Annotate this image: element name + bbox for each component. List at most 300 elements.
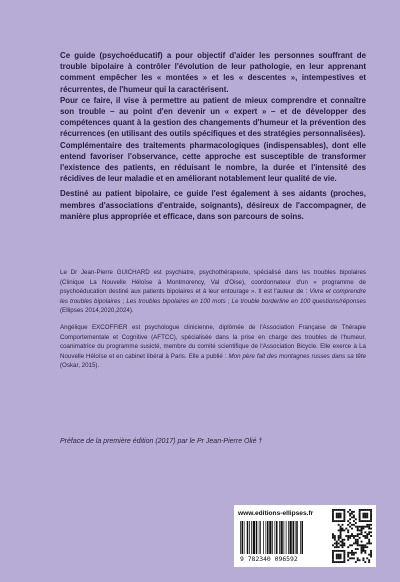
qr-module — [338, 535, 340, 537]
qr-module — [343, 550, 345, 552]
blurb-paragraph: Complémentaire des traitements pharmacologiques (indispensables), dont elle entend favoriser l'observance, cette approche est susceptible de transformer l'existence des patients, en réduisant le nombre, la durée et l'intensité des récidives de leur maladie et en améliorant notablement leur qualité de vie. — [60, 140, 366, 184]
qr-module — [359, 559, 361, 561]
qr-module — [349, 537, 351, 539]
qr-module — [359, 518, 361, 520]
qr-module — [362, 509, 364, 511]
qr-module — [357, 526, 359, 528]
qr-module — [347, 524, 349, 526]
qr-module — [332, 515, 334, 517]
qr-module — [347, 546, 349, 548]
qr-module — [334, 537, 336, 539]
qr-module — [343, 513, 345, 515]
qr-module — [343, 520, 345, 522]
author-bio-guichard — [60, 268, 366, 316]
qr-module — [361, 531, 363, 533]
qr-module — [351, 524, 353, 526]
qr-module — [362, 544, 364, 546]
barcode-panel — [234, 505, 376, 567]
qr-module — [351, 557, 353, 559]
barcode-bar — [260, 521, 261, 554]
qr-module — [343, 509, 345, 511]
qr-module — [368, 541, 370, 543]
qr-module — [347, 520, 349, 522]
qr-module — [340, 531, 342, 533]
qr-module — [368, 543, 370, 545]
qr-module — [353, 554, 355, 556]
author-bio-text: Angélique EXCOFFIER est psychologue clinicienne, diplômée de l'Association Française de Thérapie Comportementale et Cognitive (AFTCC), spécialisée dans la prise en charge des troubles de l'humeur, coanimatrice du programme susicté, membre du comité scientifique de l'Association Bicycle. Elle exerce à La Nouvelle Héloïse et en cabinet libéral à Paris. Elle a publié : — [60, 323, 366, 360]
qr-module — [357, 544, 359, 546]
qr-module — [336, 516, 338, 518]
qr-module — [362, 559, 364, 561]
author-bios — [60, 268, 366, 371]
blurb-paragraph: Destiné au patient bipolaire, ce guide l'est également à ses aidants (proches, membres d'associations d'entraide, soignants), désireux de l'accompagner, de manière plus appropriée et efficace, dans son parcours de soins. — [60, 189, 366, 221]
qr-module — [342, 541, 344, 543]
qr-module — [332, 511, 334, 513]
qr-module — [368, 524, 370, 526]
qr-module — [368, 561, 370, 563]
barcode-bar — [300, 521, 301, 554]
barcode-bar — [276, 521, 278, 554]
qr-module — [357, 535, 359, 537]
qr-module — [353, 535, 355, 537]
qr-module — [353, 552, 355, 554]
qr-module — [353, 516, 355, 518]
qr-module — [343, 556, 345, 558]
barcode-bar — [279, 521, 280, 554]
qr-module — [342, 561, 344, 563]
qr-module — [336, 515, 338, 517]
qr-module — [353, 515, 355, 517]
qr-module — [366, 513, 368, 515]
qr-module — [368, 539, 370, 541]
qr-module — [357, 529, 359, 531]
qr-module — [351, 552, 353, 554]
qr-module — [340, 516, 342, 518]
qr-module — [370, 552, 372, 554]
qr-module — [359, 520, 361, 522]
barcode-bar — [269, 521, 271, 554]
qr-module — [368, 509, 370, 511]
barcode-bar — [242, 521, 244, 554]
barcode-bar — [275, 521, 276, 554]
barcode-bar — [267, 521, 269, 554]
qr-module — [343, 543, 345, 545]
qr-module — [345, 528, 347, 530]
qr-module — [336, 557, 338, 559]
qr-module — [351, 511, 353, 513]
barcode-bar — [253, 521, 255, 554]
barcode-bar — [240, 521, 241, 554]
qr-module — [332, 535, 334, 537]
qr-module — [343, 552, 345, 554]
qr-module — [351, 513, 353, 515]
qr-module — [349, 557, 351, 559]
barcode-bar — [249, 521, 250, 554]
qr-module — [366, 526, 368, 528]
qr-module — [345, 535, 347, 537]
qr-module — [338, 543, 340, 545]
qr-module — [364, 535, 366, 537]
qr-module — [361, 544, 363, 546]
qr-module — [347, 559, 349, 561]
qr-module — [357, 539, 359, 541]
qr-module — [368, 533, 370, 535]
qr-module — [353, 520, 355, 522]
qr-module — [334, 509, 336, 511]
author-bio-excoffier — [60, 323, 366, 371]
qr-module — [355, 522, 357, 524]
qr-module — [357, 528, 359, 530]
barcode-bar — [293, 521, 295, 554]
qr-module — [361, 509, 363, 511]
qr-module — [351, 528, 353, 530]
qr-module — [366, 515, 368, 517]
qr-module — [347, 511, 349, 513]
qr-module — [340, 533, 342, 535]
qr-module — [340, 509, 342, 511]
isbn-barcode — [240, 521, 324, 554]
qr-module — [370, 516, 372, 518]
qr-module — [343, 557, 345, 559]
qr-module — [362, 515, 364, 517]
barcode-bar — [286, 521, 287, 554]
qr-module — [370, 535, 372, 537]
barcode-bar — [263, 521, 264, 554]
qr-module — [366, 537, 368, 539]
qr-module — [336, 546, 338, 548]
qr-module — [364, 516, 366, 518]
qr-module — [343, 515, 345, 517]
qr-module — [340, 529, 342, 531]
qr-module — [340, 515, 342, 517]
qr-module — [362, 513, 364, 515]
qr-module — [359, 511, 361, 513]
qr-module — [334, 535, 336, 537]
qr-module — [343, 544, 345, 546]
qr-module — [355, 543, 357, 545]
qr-module — [359, 537, 361, 539]
barcode-bar — [256, 521, 258, 554]
qr-module — [338, 537, 340, 539]
qr-module — [370, 550, 372, 552]
qr-module — [332, 516, 334, 518]
qr-module — [340, 554, 342, 556]
barcode-bar — [295, 521, 296, 554]
qr-module — [361, 541, 363, 543]
preface-credit: Préface de la première édition (2017) par le Pr Jean-Pierre Olié † — [60, 438, 263, 445]
qr-module — [364, 546, 366, 548]
barcode-bar — [266, 521, 267, 554]
qr-module — [368, 554, 370, 556]
qr-module — [349, 513, 351, 515]
qr-module — [338, 520, 340, 522]
qr-module — [336, 541, 338, 543]
qr-module — [362, 535, 364, 537]
qr-module — [370, 556, 372, 558]
qr-module — [349, 552, 351, 554]
qr-module — [351, 554, 353, 556]
barcode-bar — [247, 521, 249, 554]
barcode-bar — [290, 521, 292, 554]
qr-module — [338, 546, 340, 548]
qr-module — [342, 550, 344, 552]
qr-module — [343, 559, 345, 561]
qr-module — [342, 509, 344, 511]
qr-module — [332, 533, 334, 535]
qr-module — [351, 516, 353, 518]
qr-module — [340, 556, 342, 558]
qr-module — [364, 552, 366, 554]
qr-module — [366, 533, 368, 535]
qr-module — [361, 550, 363, 552]
qr-module — [334, 543, 336, 545]
qr-module — [349, 509, 351, 511]
barcode-bar — [251, 521, 252, 554]
qr-module — [361, 520, 363, 522]
qr-module — [359, 529, 361, 531]
qr-module — [353, 537, 355, 539]
qr-module — [332, 518, 334, 520]
qr-module — [370, 520, 372, 522]
qr-module — [340, 535, 342, 537]
qr-module — [359, 544, 361, 546]
qr-module — [334, 561, 336, 563]
qr-module — [361, 528, 363, 530]
qr-module — [349, 544, 351, 546]
qr-module — [368, 520, 370, 522]
qr-module — [340, 520, 342, 522]
qr-module — [338, 550, 340, 552]
qr-module — [340, 561, 342, 563]
qr-module — [347, 556, 349, 558]
qr-module — [366, 557, 368, 559]
qr-module — [357, 541, 359, 543]
qr-module — [368, 559, 370, 561]
qr-module — [368, 526, 370, 528]
qr-module — [338, 515, 340, 517]
qr-module — [370, 554, 372, 556]
barcode-bar — [302, 521, 304, 554]
qr-module — [336, 513, 338, 515]
qr-module — [332, 537, 334, 539]
qr-module — [364, 544, 366, 546]
qr-module — [338, 556, 340, 558]
qr-code — [332, 509, 372, 563]
qr-module — [361, 552, 363, 554]
barcode-bar — [281, 521, 283, 554]
qr-module — [362, 548, 364, 550]
qr-module — [370, 509, 372, 511]
qr-module — [362, 516, 364, 518]
qr-module — [370, 513, 372, 515]
qr-module — [332, 550, 334, 552]
qr-module — [349, 522, 351, 524]
qr-module — [336, 556, 338, 558]
qr-module — [355, 518, 357, 520]
qr-module — [347, 552, 349, 554]
qr-module — [338, 539, 340, 541]
qr-module — [334, 546, 336, 548]
qr-module — [334, 520, 336, 522]
qr-module — [364, 515, 366, 517]
qr-module — [370, 518, 372, 520]
barcode-bar — [284, 521, 285, 554]
qr-module — [338, 524, 340, 526]
qr-module — [368, 528, 370, 530]
qr-module — [364, 537, 366, 539]
qr-module — [340, 526, 342, 528]
qr-module — [368, 531, 370, 533]
barcode-bar — [259, 521, 260, 554]
isbn-number: 9 782340 096592 — [240, 555, 298, 563]
qr-module — [340, 528, 342, 530]
qr-module — [349, 526, 351, 528]
qr-module — [338, 529, 340, 531]
qr-module — [340, 537, 342, 539]
qr-module — [342, 544, 344, 546]
qr-module — [357, 557, 359, 559]
qr-module — [361, 546, 363, 548]
author-bio-books: Mon père fait des montagnes russes dans sa tête — [228, 352, 367, 360]
author-bio-publisher: (Oskar, 2015). — [60, 362, 100, 370]
qr-module — [332, 513, 334, 515]
qr-module — [357, 559, 359, 561]
qr-module — [342, 539, 344, 541]
qr-module — [351, 535, 353, 537]
qr-module — [349, 518, 351, 520]
qr-module — [342, 528, 344, 530]
qr-module — [355, 541, 357, 543]
qr-module — [370, 531, 372, 533]
qr-module — [332, 544, 334, 546]
qr-module — [364, 509, 366, 511]
qr-module — [357, 548, 359, 550]
qr-module — [340, 550, 342, 552]
qr-module — [370, 524, 372, 526]
barcode-bar — [244, 521, 245, 554]
qr-module — [340, 544, 342, 546]
qr-module — [361, 526, 363, 528]
qr-module — [343, 516, 345, 518]
qr-module — [366, 516, 368, 518]
qr-module — [332, 509, 334, 511]
qr-module — [361, 548, 363, 550]
qr-module — [366, 509, 368, 511]
barcode-bar — [296, 521, 298, 554]
qr-module — [340, 557, 342, 559]
blurb-paragraph: Pour ce faire, il vise à permettre au patient de mieux comprendre et connaître son trouble – au point d'en devenir un « expert » – et de développer des compétences quant à la gestion des changements d'humeur et la prévention des récurrences (en utilisant des outils spécifiques et des stratégies personnalisées). — [60, 95, 366, 139]
qr-module — [359, 513, 361, 515]
qr-module — [343, 511, 345, 513]
qr-module — [362, 526, 364, 528]
qr-module — [332, 556, 334, 558]
qr-module — [342, 524, 344, 526]
qr-module — [347, 554, 349, 556]
qr-module — [351, 550, 353, 552]
qr-module — [338, 516, 340, 518]
qr-module — [364, 531, 366, 533]
qr-module — [336, 509, 338, 511]
qr-module — [332, 557, 334, 559]
qr-module — [351, 544, 353, 546]
qr-module — [366, 520, 368, 522]
qr-module — [355, 561, 357, 563]
qr-module — [332, 561, 334, 563]
qr-module — [361, 529, 363, 531]
barcode-bar — [272, 521, 273, 554]
qr-module — [332, 520, 334, 522]
qr-module — [370, 528, 372, 530]
publisher-website: www.editions-ellipses.fr — [238, 510, 314, 517]
qr-module — [355, 535, 357, 537]
qr-module — [338, 554, 340, 556]
qr-module — [370, 543, 372, 545]
qr-module — [347, 535, 349, 537]
qr-module — [370, 511, 372, 513]
qr-module — [361, 533, 363, 535]
qr-module — [349, 535, 351, 537]
qr-module — [343, 561, 345, 563]
qr-module — [362, 557, 364, 559]
qr-module — [343, 529, 345, 531]
qr-module — [353, 543, 355, 545]
qr-module — [338, 561, 340, 563]
qr-module — [359, 526, 361, 528]
qr-module — [342, 529, 344, 531]
qr-module — [342, 543, 344, 545]
qr-module — [343, 518, 345, 520]
qr-module — [362, 550, 364, 552]
qr-module — [359, 515, 361, 517]
qr-module — [355, 548, 357, 550]
qr-module — [343, 539, 345, 541]
qr-module — [338, 509, 340, 511]
author-bio-publisher: (Ellipses 2014,2020,2024). — [60, 307, 134, 315]
qr-module — [353, 511, 355, 513]
qr-module — [362, 528, 364, 530]
qr-module — [336, 543, 338, 545]
qr-module — [359, 516, 361, 518]
qr-module — [366, 546, 368, 548]
qr-module — [334, 550, 336, 552]
qr-module — [355, 552, 357, 554]
qr-module — [336, 554, 338, 556]
qr-module — [357, 543, 359, 545]
qr-module — [370, 515, 372, 517]
qr-module — [347, 539, 349, 541]
qr-module — [364, 520, 366, 522]
qr-module — [347, 537, 349, 539]
qr-module — [343, 554, 345, 556]
qr-module — [362, 546, 364, 548]
qr-module — [366, 535, 368, 537]
qr-module — [336, 520, 338, 522]
book-blurb — [60, 50, 366, 222]
author-bio-text: Le Dr Jean-Pierre GUICHARD est psychiatre, psychothérapeute, spécialisé dans les troubles bipolaires (Clinique La Nouvelle Héloïse à Montmorency, Val d'Oise), coordonnateur d'un « programme de psychoéducation destiné aux patients bipolaires et à leur entourage ». Il est l'auteur de : — [60, 269, 366, 296]
qr-module — [364, 561, 366, 563]
qr-module — [364, 550, 366, 552]
qr-module — [332, 552, 334, 554]
qr-module — [332, 559, 334, 561]
qr-module — [336, 544, 338, 546]
qr-module — [340, 513, 342, 515]
qr-module — [364, 513, 366, 515]
qr-module — [336, 561, 338, 563]
qr-module — [364, 526, 366, 528]
qr-module — [366, 543, 368, 545]
qr-module — [351, 533, 353, 535]
qr-module — [338, 513, 340, 515]
